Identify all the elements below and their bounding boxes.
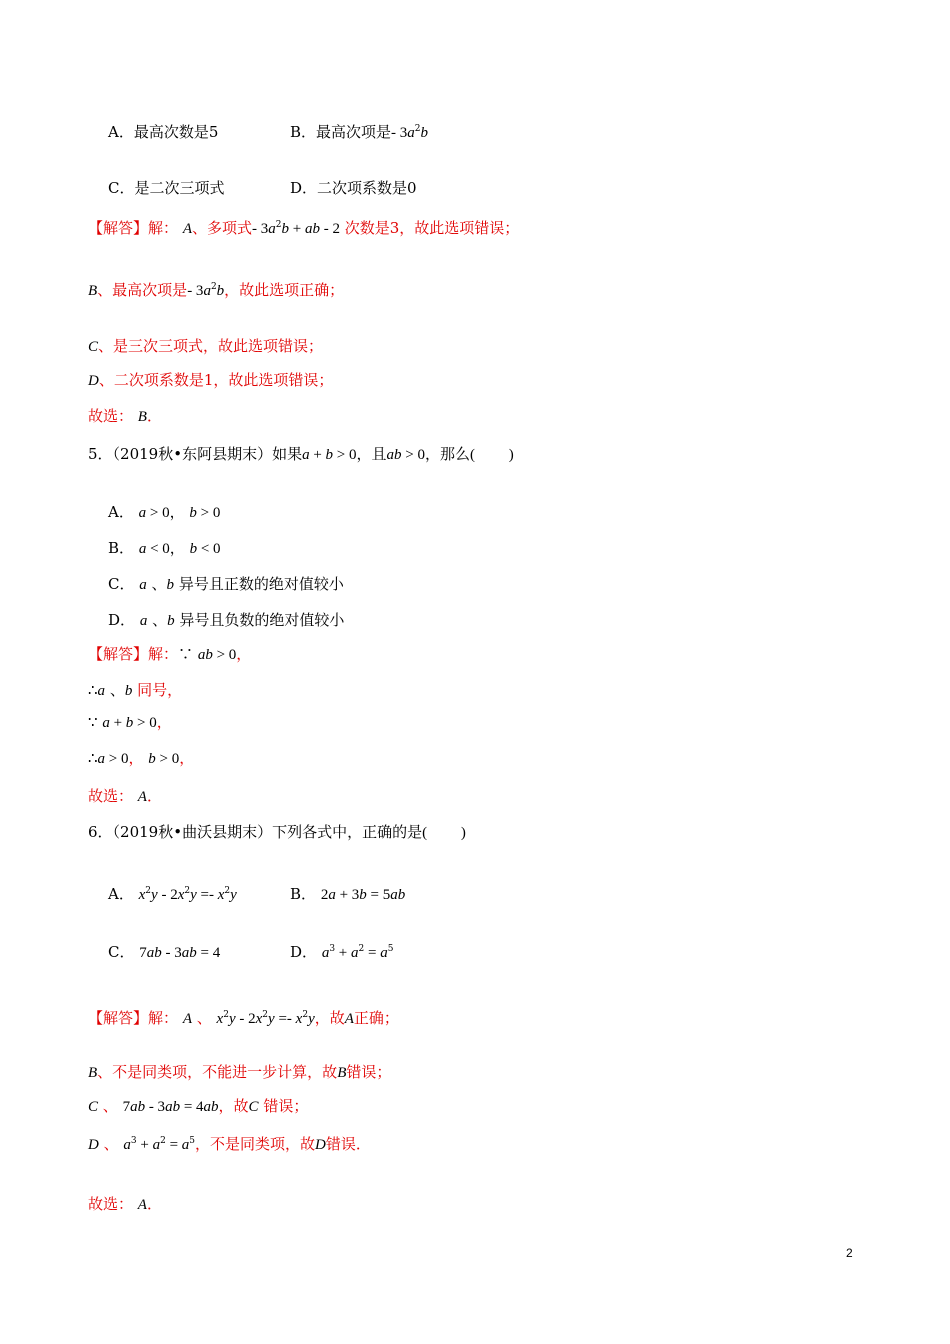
page-number: 2 — [846, 1246, 853, 1260]
q4-answer-d: D、二次项系数是1，故此选项错误； — [88, 371, 334, 389]
q5-answer-2: ∴a 、b 同号， — [88, 681, 183, 699]
q6-option-a: A． $x^2y$ ‐ $2x^2y$ =‐ $x^2y$ — [108, 885, 237, 903]
q6-answer-b: B、不是同类项，不能进一步计算，故B错误； — [88, 1063, 392, 1081]
q6-choose: 故选： A． — [88, 1195, 162, 1213]
q6-option-c: C． 7ab ‐ 3ab = 4 — [108, 943, 221, 961]
q4-option-a: A．最高次数是5 — [108, 123, 219, 141]
q5-answer-1: 【解答】解：∵ ab > 0， — [88, 645, 252, 663]
q6-answer-c: C 、 7ab ‐ 3ab = 4ab，故C 错误； — [88, 1097, 309, 1115]
q4-answer-a: 【解答】解： A、多项式‐ $3a^2b$ + ab ‐ 2 次数是3，故此选项错误； — [88, 219, 520, 237]
q5-choose: 故选： A． — [88, 787, 162, 805]
q5-answer-3: ∵ a + b > 0， — [88, 713, 172, 731]
q5-option-a: A． a > 0， b > 0 — [108, 503, 221, 521]
q4-answer-c: C、是三次三项式，故此选项错误； — [88, 337, 324, 355]
q5-option-b: B． a < 0， b < 0 — [108, 539, 221, 557]
q4-answer-b: B、最高次项是‐ $3a^2b$，故此选项正确； — [88, 281, 345, 299]
q6-answer-d: D 、 $a^3 + a^2 = a^5$，不是同类项，故D错误． — [88, 1135, 371, 1153]
q6-stem: 6．（2019秋•曲沃县期末）下列各式中，正确的是( ) — [88, 823, 466, 841]
q5-answer-4: ∴a > 0， b > 0， — [88, 749, 195, 767]
q4-option-d: D．二次项系数是0 — [290, 179, 417, 197]
q5-stem: 5．（2019秋•东阿县期末）如果a + b > 0，且ab > 0，那么( ) — [88, 445, 514, 463]
q4-option-b: B．最高次项是‐ $3a^2b$ — [290, 123, 429, 141]
q4-choose: 故选： B． — [88, 407, 162, 425]
q5-option-d: D． a 、b 异号且负数的绝对值较小 — [108, 611, 345, 629]
q5-option-c: C． a 、b 异号且正数的绝对值较小 — [108, 575, 344, 593]
q6-option-b: B． 2a + 3b = 5ab — [290, 885, 406, 903]
q6-answer-a: 【解答】解： A 、 $x^2y$ ‐ $2x^2y$ =‐ $x^2y$，故A正确； — [88, 1009, 399, 1027]
q4-option-c: C．是二次三项式 — [108, 179, 225, 197]
q6-option-d: D． $a^3 + a^2 = a^5$ — [290, 943, 394, 961]
